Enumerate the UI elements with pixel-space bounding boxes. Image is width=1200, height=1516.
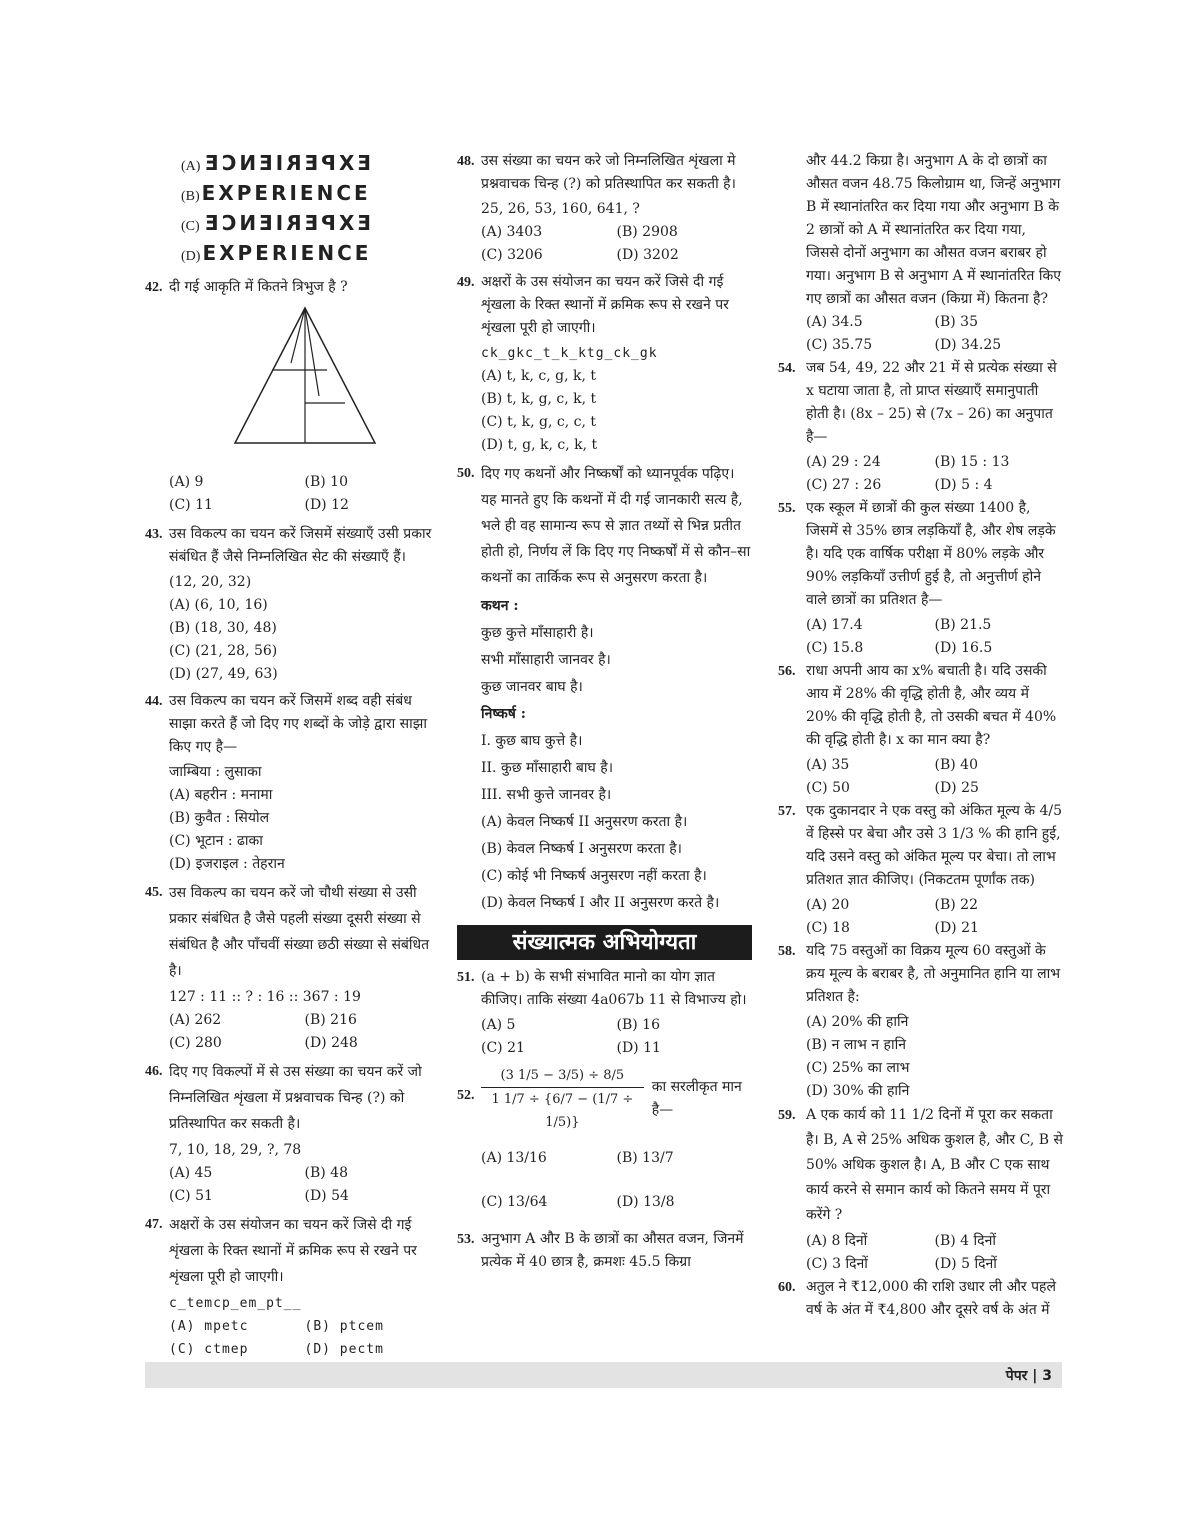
page-number: पेपर | 3 bbox=[1005, 1368, 1052, 1384]
q51-option-d[interactable]: (D) 11 bbox=[616, 1040, 661, 1056]
q57-option-d[interactable]: (D) 21 bbox=[934, 920, 979, 936]
column-2 bbox=[457, 150, 752, 1276]
q52-option-d[interactable]: (D) 13/8 bbox=[616, 1194, 675, 1210]
question-54: 54. जब 54, 49, 22 और 21 में से प्रत्येक संख्या से x घटाया जाता है, तो प्राप्त संख्याएँ समानुपाती होती है। (8x – 25) से (7x – 26) का अनुपात है— bbox=[778, 360, 1057, 445]
q50-option-b[interactable]: (B) केवल निष्कर्ष I अनुसरण करता है। bbox=[481, 841, 682, 857]
q57-option-b[interactable]: (B) 22 bbox=[934, 897, 978, 913]
section-banner: संख्यात्मक अभियोग्यता bbox=[457, 925, 752, 960]
column-3 bbox=[778, 150, 1063, 1324]
q57-option-c[interactable]: (C) 18 bbox=[806, 920, 850, 936]
q46-option-b[interactable]: (B) 48 bbox=[304, 1165, 348, 1181]
q49-option-c[interactable]: (C) t, k, g, c, c, t bbox=[481, 414, 596, 430]
q55-option-d[interactable]: (D) 16.5 bbox=[934, 640, 993, 656]
q45-option-c[interactable]: (C) 280 bbox=[169, 1035, 222, 1051]
question-50: 50. दिए गए कथनों और निष्कर्षों को ध्यानपूर्वक पढ़िए। यह मानते हुए कि कथनों में दी गई जानकारी सत्य है, भले ही वह सामान्य रूप से ज्ञात तथ्यों से भिन्न प्रतीत होती हो, निर्णय लें कि दिए गए निष्कर्षों में से कौन–सा कथनों का तार्किक रूप से अनुसरण करता है। bbox=[457, 466, 751, 586]
q52-option-a[interactable]: (A) 13/16 bbox=[481, 1150, 547, 1166]
q58-option-a[interactable]: (A) 20% की हानि bbox=[806, 1014, 909, 1030]
question-52: 52. $\frac{(3 1/5 - 3/5) \div 8/5}{1 1/7 \div \{6/7 - (1/7 \div 1/5)\}}$ का सरलीकृत मान है— bbox=[457, 1064, 752, 1134]
question-57: 57. एक दुकानदार ने एक वस्तु को अंकित मूल्य के 4/5 वें हिस्से पर बेचा और उसे 3 1/3 % की हानि हुई, यदि उसने वस्तु को अंकित मूल्य पर बेचा। तो लाभ प्रतिशत ज्ञात कीजिए। (निकटतम पूर्णांक तक) bbox=[778, 803, 1062, 888]
q53-option-c[interactable]: (C) 35.75 bbox=[806, 337, 873, 353]
q42-option-c[interactable]: (C) 11 bbox=[169, 497, 213, 513]
q50-statement-3: कुछ जानवर बाघ है। bbox=[481, 679, 583, 695]
q53-option-d[interactable]: (D) 34.25 bbox=[934, 337, 1002, 353]
q44-option-b[interactable]: (B) कुवैत : सियोल bbox=[169, 810, 270, 826]
question-60: 60. अतुल ने ₹12,000 की राशि उधार ली और पहले वर्ष के अंत में ₹4,800 और दूसरे वर्ष के अंत में bbox=[778, 1279, 1056, 1318]
question-51: 51. (a + b) के सभी संभावित मानो का योग ज्ञात कीजिए। ताकि संख्या 4a067b 11 से विभाज्य हो। bbox=[457, 969, 747, 1008]
q51-option-b[interactable]: (B) 16 bbox=[616, 1017, 660, 1033]
q53-options bbox=[778, 311, 1063, 357]
q47-option-a[interactable]: (A) mpetc bbox=[169, 1319, 249, 1334]
q46-options bbox=[145, 1162, 440, 1208]
q58-option-b[interactable]: (B) न लाभ न हानि bbox=[806, 1037, 906, 1053]
q49-given: ck_gkc_t_k_ktg_ck_gk bbox=[481, 346, 658, 361]
q50-statement-1: कुछ कुत्ते माँसाहारी है। bbox=[481, 625, 594, 641]
q50-conclusion-1: I. कुछ बाघ कुत्ते है। bbox=[481, 733, 583, 749]
q55-option-a[interactable]: (A) 17.4 bbox=[806, 617, 863, 633]
question-59: 59. A एक कार्य को 11 1/2 दिनों में पूरा कर सकता है। B, A से 25% अधिक कुशल है, और C, B से 50% अधिक कुशल है। A, B और C एक साथ कार्य करने से समान कार्य को कितने समय में पूरा करेंगे ? bbox=[778, 1107, 1063, 1223]
q52-option-c[interactable]: (C) 13/64 bbox=[481, 1194, 548, 1210]
question-44: 44. उस विकल्प का चयन करें जिसमें शब्द वही संबंध साझा करते हैं जो दिए गए शब्दों के जोड़े द्वारा साझा किए गए है— bbox=[145, 693, 427, 755]
q43-given: (12, 20, 32) bbox=[169, 574, 252, 590]
q47-option-c[interactable]: (C) ctmep bbox=[169, 1342, 249, 1357]
q59-option-b[interactable]: (B) 4 दिनों bbox=[934, 1233, 996, 1249]
q59-option-d[interactable]: (D) 5 दिनों bbox=[934, 1256, 997, 1272]
question-58: 58. यदि 75 वस्तुओं का विक्रय मूल्य 60 वस्तुओं के क्रय मूल्य के बराबर है, तो अनुमानित हानि या लाभ प्रतिशत है: bbox=[778, 943, 1061, 1005]
q48-option-c[interactable]: (C) 3206 bbox=[481, 247, 543, 263]
q48-option-a[interactable]: (A) 3403 bbox=[481, 224, 543, 240]
q50-option-c[interactable]: (C) कोई भी निष्कर्ष अनुसरण नहीं करता है। bbox=[481, 868, 707, 884]
q55-options bbox=[778, 614, 1063, 660]
q41-options bbox=[145, 150, 440, 270]
q43-option-d[interactable]: (D) (27, 49, 63) bbox=[169, 666, 278, 682]
q44-given: जाम्बिया : लुसाका bbox=[169, 764, 262, 780]
q52-text: का सरलीकृत मान है— bbox=[651, 1079, 742, 1118]
q41-option-c: (C) EXPERIENCE bbox=[181, 211, 371, 235]
q48-options bbox=[457, 221, 752, 267]
q52-numerator: (3 1/5 − 3/5) ÷ 8/5 bbox=[481, 1064, 644, 1088]
q41-option-b: (B) EXPERIENCE bbox=[181, 181, 371, 205]
q50-conclusions-heading: निष्कर्ष : bbox=[481, 706, 526, 722]
q54-options bbox=[778, 451, 1063, 497]
q50-option-a[interactable]: (A) केवल निष्कर्ष II अनुसरण करता है। bbox=[481, 814, 688, 830]
q54-option-d[interactable]: (D) 5 : 4 bbox=[934, 477, 993, 493]
q44-option-a[interactable]: (A) बहरीन : मनामा bbox=[169, 787, 273, 803]
question-56: 56. राधा अपनी आय का x% बचाती है। यदि उसकी आय में 28% की वृद्धि होती है, और व्यय में 20% की वृद्धि होती है, तो उसकी बचत में 40% की वृद्धि होती है। x का मान क्या है? bbox=[778, 663, 1057, 748]
q44-option-c[interactable]: (C) भूटान : ढाका bbox=[169, 833, 263, 849]
q54-option-b[interactable]: (B) 15 : 13 bbox=[934, 454, 1010, 470]
q58-option-c[interactable]: (C) 25% का लाभ bbox=[806, 1060, 910, 1076]
question-48: 48. उस संख्या का चयन करे जो निम्नलिखित शृंखला मे प्रश्नवाचक चिन्ह (?) को प्रतिस्थापित कर सकती है। bbox=[457, 153, 736, 192]
q45-given: 127 : 11 :: ? : 16 :: 367 : 19 bbox=[169, 989, 361, 1005]
q51-option-c[interactable]: (C) 21 bbox=[481, 1040, 525, 1056]
q53-option-a[interactable]: (A) 34.5 bbox=[806, 314, 863, 330]
q50-conclusion-2: II. कुछ माँसाहारी बाघ है। bbox=[481, 760, 614, 776]
q42-option-b[interactable]: (B) 10 bbox=[304, 474, 348, 490]
q54-option-a[interactable]: (A) 29 : 24 bbox=[806, 454, 881, 470]
q46-option-c[interactable]: (C) 51 bbox=[169, 1188, 213, 1204]
q51-option-a[interactable]: (A) 5 bbox=[481, 1017, 516, 1033]
q43-option-a[interactable]: (A) (6, 10, 16) bbox=[169, 597, 268, 613]
q46-option-a[interactable]: (A) 45 bbox=[169, 1165, 213, 1181]
q42-options bbox=[145, 471, 440, 517]
q59-option-c[interactable]: (C) 3 दिनों bbox=[806, 1256, 868, 1272]
q46-given: 7, 10, 18, 29, ?, 78 bbox=[169, 1142, 302, 1158]
q56-option-c[interactable]: (C) 50 bbox=[806, 780, 850, 796]
q44-option-d[interactable]: (D) इजराइल : तेहरान bbox=[169, 856, 285, 872]
triangle-figure bbox=[145, 303, 440, 463]
q48-given: 25, 26, 53, 160, 641, ? bbox=[481, 201, 640, 217]
q53-continued: और 44.2 किग्रा है। अनुभाग A के दो छात्रों का औसत वजन 48.75 किलोग्राम था, जिन्हें अनुभाग B में स्थानांतरित कर दिया गया और अनुभाग B के 2 छात्रों को A में स्थानांतरित कर दिया गया, जिससे दोनों अनुभाग का औसत वजन बराबर हो गया। अनुभाग B से अनुभाग A में स्थानांतरित किए गए छात्रों का औसत वजन (किग्रा में) कितना है? bbox=[806, 153, 1061, 307]
question-55: 55. एक स्कूल में छात्रों की कुल संख्या 1400 है, जिसमें से 35% छात्र लड़कियाँ है, और शेष लड़के है। यदि एक वार्षिक परीक्षा में 80% लड़के और 90% लड़कियाँ उत्तीर्ण हुई है, तो अनुत्तीर्ण होने वाले छात्रों का प्रतिशत है— bbox=[778, 500, 1056, 608]
q48-option-b[interactable]: (B) 2908 bbox=[616, 224, 678, 240]
q56-options bbox=[778, 754, 1063, 800]
q49-options bbox=[457, 365, 752, 457]
q50-statements-heading: कथन : bbox=[481, 598, 519, 614]
q41-option-a: (A) EXPERIENCE bbox=[181, 151, 372, 175]
q43-option-b[interactable]: (B) (18, 30, 48) bbox=[169, 620, 277, 636]
q44-options bbox=[145, 784, 440, 876]
q58-options bbox=[778, 1011, 1063, 1103]
question-47: 47. अक्षरों के उस संयोजन का चयन करें जिसे दी गई शृंखला के रिक्त स्थानों में क्रमिक रूप से रखने पर शृंखला पूरी हो जाएगी। bbox=[145, 1217, 417, 1285]
page-footer bbox=[145, 1362, 1062, 1388]
q58-option-d[interactable]: (D) 30% की हानि bbox=[806, 1083, 910, 1099]
question-42: 42. दी गई आकृति में कितने त्रिभुज है ? bbox=[145, 279, 348, 295]
q45-options bbox=[145, 1009, 440, 1055]
q52-denominator: 1 1/7 ÷ {6/7 − (1/7 ÷ 1/5)} bbox=[491, 1092, 634, 1130]
q50-option-d[interactable]: (D) केवल निष्कर्ष I और II अनुसरण करते है। bbox=[481, 895, 720, 911]
q42-option-d[interactable]: (D) 12 bbox=[304, 497, 349, 513]
q47-given: c_temcp_em_pt__ bbox=[169, 1296, 302, 1311]
q52-expression bbox=[481, 1064, 644, 1134]
q49-option-b[interactable]: (B) t, k, g, c, k, t bbox=[481, 391, 597, 407]
q42-option-a[interactable]: (A) 9 bbox=[169, 474, 204, 490]
q55-option-c[interactable]: (C) 15.8 bbox=[806, 640, 864, 656]
q57-options bbox=[778, 894, 1063, 940]
question-49: 49. अक्षरों के उस संयोजन का चयन करें जिसे दी गई शृंखला के रिक्त स्थानों में क्रमिक रूप से रखने पर शृंखला पूरी हो जाएगी। bbox=[457, 274, 729, 336]
question-46: 46. दिए गए विकल्पों में से उस संख्या का चयन करें जो निम्नलिखित शृंखला में प्रश्नवाचक चिन्ह (?) को प्रतिस्थापित कर सकती है। bbox=[145, 1064, 422, 1132]
question-43: 43. उस विकल्प का चयन करें जिसमें संख्याएँ उसी प्रकार संबंधित हैं जैसे निम्नलिखित सेट की संख्याएँ हैं। bbox=[145, 526, 432, 565]
q57-option-a[interactable]: (A) 20 bbox=[806, 897, 850, 913]
q43-options bbox=[145, 594, 440, 686]
q45-option-d[interactable]: (D) 248 bbox=[304, 1035, 358, 1051]
q52-options bbox=[457, 1136, 752, 1224]
q50-statement-2: सभी माँसाहारी जानवर है। bbox=[481, 652, 611, 668]
q59-option-a[interactable]: (A) 8 दिनों bbox=[806, 1233, 868, 1249]
q45-option-b[interactable]: (B) 216 bbox=[304, 1012, 357, 1028]
q56-option-b[interactable]: (B) 40 bbox=[934, 757, 978, 773]
q52-option-b[interactable]: (B) 13/7 bbox=[616, 1150, 674, 1166]
q45-option-a[interactable]: (A) 262 bbox=[169, 1012, 222, 1028]
q56-option-d[interactable]: (D) 25 bbox=[934, 780, 979, 796]
q54-option-c[interactable]: (C) 27 : 26 bbox=[806, 477, 882, 493]
q41-option-d: (D) EXPERIENCE bbox=[181, 241, 372, 265]
q56-option-a[interactable]: (A) 35 bbox=[806, 757, 850, 773]
question-45: 45. उस विकल्प का चयन करें जो चौथी संख्या से उसी प्रकार संबंधित है जैसे पहली संख्या दूसरी संख्या से संबंधित है और पाँचवीं संख्या छठी संख्या से संबंधित है। bbox=[145, 885, 430, 979]
q51-options bbox=[457, 1014, 752, 1060]
q47-option-d[interactable]: (D) pectm bbox=[304, 1342, 384, 1357]
q47-option-b[interactable]: (B) ptcem bbox=[304, 1319, 384, 1334]
q53-option-b[interactable]: (B) 35 bbox=[934, 314, 978, 330]
q43-option-c[interactable]: (C) (21, 28, 56) bbox=[169, 643, 278, 659]
q47-options bbox=[145, 1315, 440, 1361]
q59-options bbox=[778, 1230, 1063, 1276]
q49-option-d[interactable]: (D) t, g, k, c, k, t bbox=[481, 437, 598, 453]
q48-option-d[interactable]: (D) 3202 bbox=[616, 247, 679, 263]
column-1 bbox=[145, 150, 440, 1361]
question-53: 53. अनुभाग A और B के छात्रों का औसत वजन, जिनमें प्रत्येक में 40 छात्र है, क्रमशः 45.5 किग्रा bbox=[457, 1231, 744, 1270]
q50-conclusion-3: III. सभी कुत्ते जानवर है। bbox=[481, 787, 612, 803]
q49-option-a[interactable]: (A) t, k, c, g, k, t bbox=[481, 368, 597, 384]
q46-option-d[interactable]: (D) 54 bbox=[304, 1188, 349, 1204]
q55-option-b[interactable]: (B) 21.5 bbox=[934, 617, 992, 633]
